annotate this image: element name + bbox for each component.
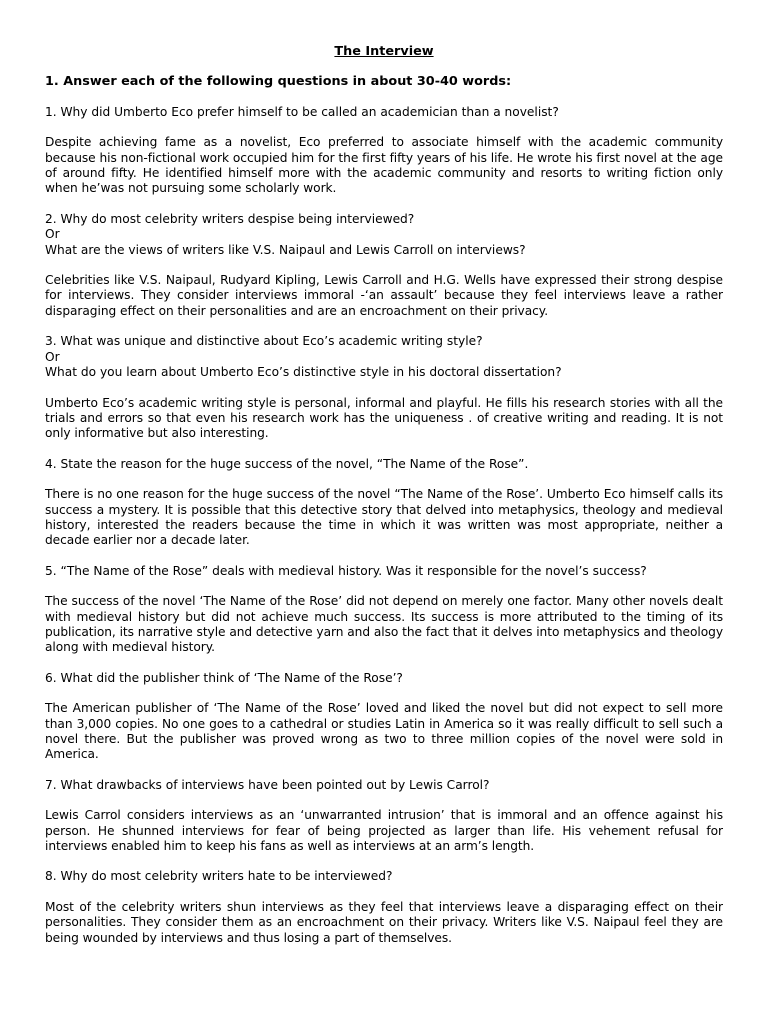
answer: Lewis Carrol considers interviews as an ‘unwarranted intrusion’ that is immoral and an offence against his person. He shunned interviews for fear of being projected as larger than life. His vehement refusal for interviews enabled him to keep his fans as well as interviews at an arm’s length. — [45, 808, 723, 854]
question — [45, 457, 723, 472]
question-line: 8. Why do most celebrity writers hate to be interviewed? — [45, 869, 393, 884]
question — [45, 105, 723, 120]
question-line: 7. What drawbacks of interviews have been pointed out by Lewis Carrol? — [45, 777, 490, 792]
question-line: What are the views of writers like V.S. Naipaul and Lewis Carroll on interviews? — [45, 242, 526, 257]
question-line: 5. “The Name of the Rose” deals with medieval history. Was it responsible for the novel’s success? — [45, 563, 647, 578]
answer: The success of the novel ‘The Name of the Rose’ did not depend on merely one factor. Many other novels dealt with medieval history but did not achieve much success. Its success is more attributed to the timing of its publication, its narrative style and detective yarn and also the fact that it delves into metaphysics and theology along with medieval history. — [45, 594, 723, 655]
document-page — [45, 44, 723, 961]
answer: Umberto Eco’s academic writing style is personal, informal and playful. He fills his research stories with all the trials and errors so that even his research work has the uniqueness . of creative writing and reading. It is not only informative but also interesting. — [45, 395, 723, 441]
answer: Most of the celebrity writers shun interviews as they feel that interviews leave a disparaging effect on their personalities. They consider them as an encroachment on their privacy. Writers like V.S. Naipaul feel they are being wounded by interviews and thus losing a part of themselves. — [45, 899, 723, 945]
qa-item — [45, 105, 723, 197]
question — [45, 671, 723, 686]
section-heading: 1. Answer each of the following questions in about 30-40 words: — [45, 74, 512, 90]
question-line: 6. What did the publisher think of ‘The Name of the Rose’? — [45, 670, 403, 685]
qa-item — [45, 869, 723, 946]
qa-item — [45, 778, 723, 855]
answer: The American publisher of ‘The Name of the Rose’ loved and liked the novel but did not expect to sell more than 3,000 copies. No one goes to a cathedral or studies Latin in America so it was really difficult to sell such a novel there. But the publisher was proved wrong as two to three million copies of the novel were sold in America. — [45, 701, 723, 762]
question — [45, 334, 723, 380]
qa-item — [45, 334, 723, 441]
question-line: 2. Why do most celebrity writers despise being interviewed? — [45, 211, 415, 226]
answer: There is no one reason for the huge success of the novel “The Name of the Rose’. Umberto Eco himself calls its success a mystery. It is possible that this detective story that delved into metaphysics, theology and medieval history, interested the readers because the time in which it was written was most appropriate, neither a decade earlier nor a decade later. — [45, 487, 723, 548]
question — [45, 564, 723, 579]
question-line: Or — [45, 349, 60, 364]
qa-item — [45, 671, 723, 763]
question-line: What do you learn about Umberto Eco’s distinctive style in his doctoral dissertation? — [45, 365, 562, 380]
question — [45, 212, 723, 258]
qa-item — [45, 457, 723, 549]
qa-item — [45, 212, 723, 319]
question-line: 1. Why did Umberto Eco prefer himself to be called an academician than a novelist? — [45, 104, 559, 119]
question — [45, 869, 723, 884]
question-line: 4. State the reason for the huge success of the novel, “The Name of the Rose”. — [45, 456, 529, 471]
answer: Despite achieving fame as a novelist, Eco preferred to associate himself with the academic community because his non-fictional work occupied him for the first fifty years of his life. He wrote his first novel at the age of around fifty. He identified himself more with the academic community and resorts to writing fiction only when he’was not pursuing some scholarly work. — [45, 135, 723, 196]
question — [45, 778, 723, 793]
qa-item — [45, 564, 723, 656]
document-title: The Interview — [334, 44, 434, 59]
qa-list — [45, 105, 723, 946]
answer: Celebrities like V.S. Naipaul, Rudyard Kipling, Lewis Carroll and H.G. Wells have expressed their strong despise for interviews. They consider interviews immoral -‘an assault’ because they feel interviews leave a rather disparaging effect on their personalities and are an encroachment on their privacy. — [45, 273, 723, 318]
question-line: Or — [45, 227, 60, 242]
question-line: 3. What was unique and distinctive about Eco’s academic writing style? — [45, 334, 483, 349]
